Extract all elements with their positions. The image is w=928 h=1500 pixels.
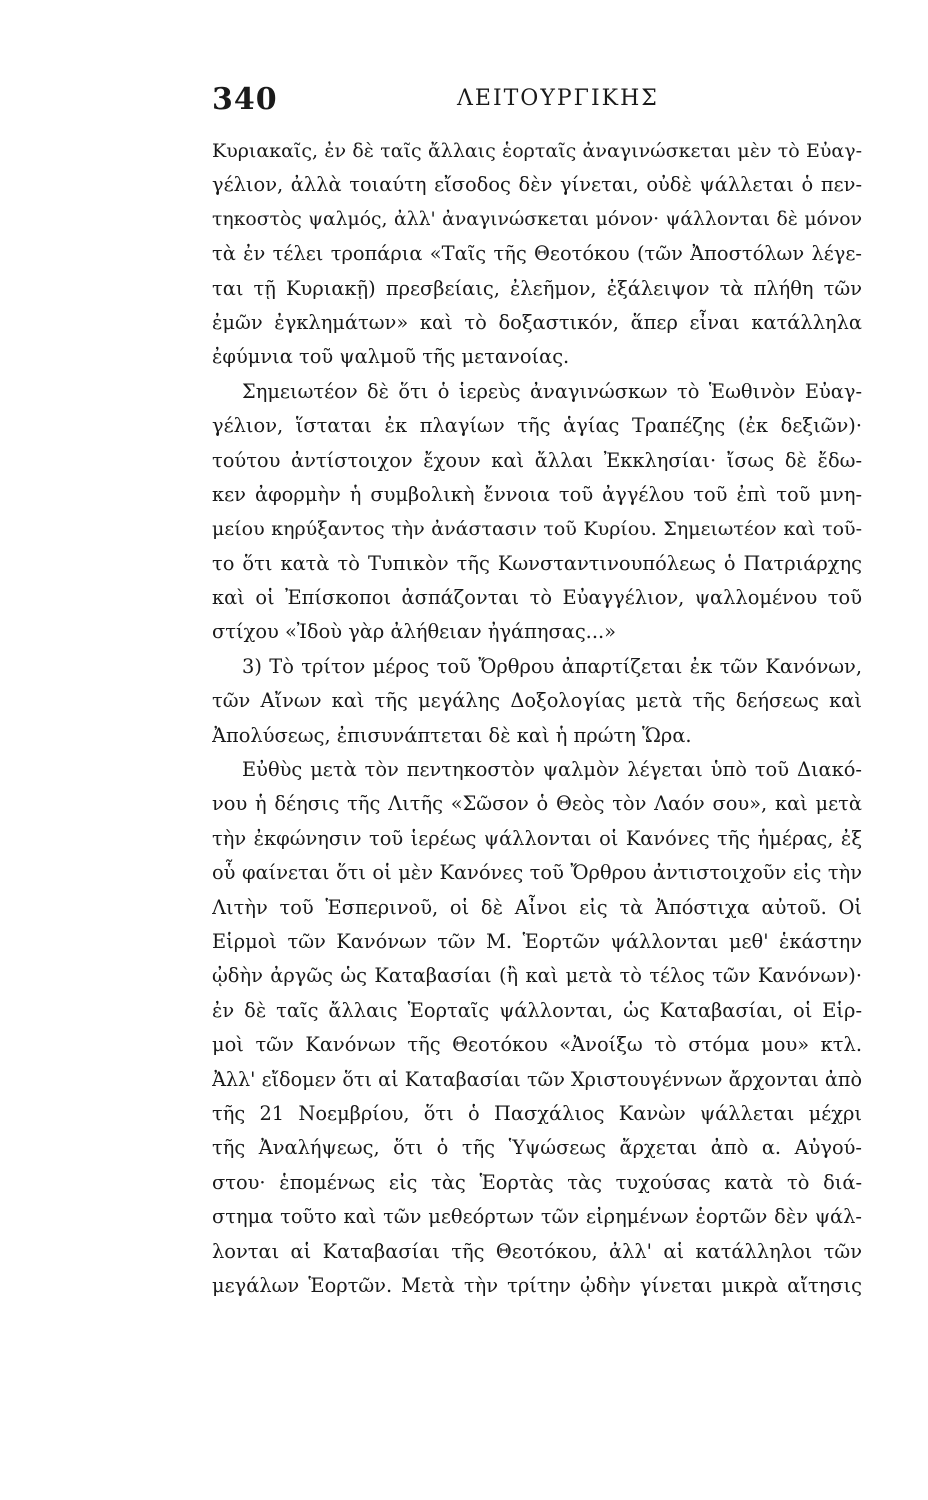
- text-line: στημα τοῦτο καὶ τῶν μεθεόρτων τῶν εἰρημένων ἑορτῶν δὲν ψάλ-: [212, 1205, 862, 1229]
- text-line: ᾠδὴν ἀργῶς ὡς Καταβασίαι (ἢ καὶ μετὰ τὸ τέλος τῶν Κανόνων)·: [212, 964, 862, 988]
- text-line: στίχου «Ἰδοὺ γὰρ ἀλήθειαν ἠγάπησας...»: [212, 620, 617, 644]
- text-line: μοὶ τῶν Κανόνων τῆς Θεοτόκου «Ἀνοίξω τὸ στόμα μου» κτλ.: [212, 1033, 862, 1057]
- text-line: ἐμῶν ἐγκλημάτων» καὶ τὸ δοξαστικόν, ἅπερ εἶναι κατάλληλα: [212, 310, 862, 334]
- text-line: ται τῇ Κυριακῇ) πρεσβείαις, ἐλεῆμον, ἐξάλειψον τὰ πλήθη τῶν: [212, 276, 862, 300]
- text-line: τηκοστὸς ψαλμός, ἀλλ' ἀναγινώσκεται μόνον· ψάλλονται δὲ μόνον: [212, 208, 862, 230]
- text-line: καὶ οἱ Ἐπίσκοποι ἀσπάζονται τὸ Εὐαγγέλιον, ψαλλομένου τοῦ: [212, 586, 862, 610]
- text-line: τὰ ἐν τέλει τροπάρια «Ταῖς τῆς Θεοτόκου (τῶν Ἀποστόλων λέγε-: [212, 242, 862, 266]
- text-line: 3) Τὸ τρίτον μέρος τοῦ Ὄρθρου ἀπαρτίζεται ἐκ τῶν Κανόνων,: [242, 654, 862, 678]
- text-line: τὴν ἐκφώνησιν τοῦ ἱερέως ψάλλονται οἱ Κανόνες τῆς ἡμέρας, ἐξ: [212, 826, 862, 850]
- text-line: ἐν δὲ ταῖς ἄλλαις Ἑορταῖς ψάλλονται, ὡς Καταβασίαι, οἱ Εἱρ-: [212, 998, 862, 1022]
- text-line: Εὐθὺς μετὰ τὸν πεντηκοστὸν ψαλμὸν λέγεται ὑπὸ τοῦ Διακό-: [242, 758, 862, 782]
- text-line: Ἀπολύσεως, ἐπισυνάπτεται δὲ καὶ ἡ πρώτη Ὥρα.: [212, 723, 692, 747]
- text-line: Εἱρμοὶ τῶν Κανόνων τῶν Μ. Ἑορτῶν ψάλλονται μεθ' ἑκάστην: [212, 929, 862, 953]
- text-line: τῆς Ἀναλήψεως, ὅτι ὁ τῆς Ὑψώσεως ἄρχεται ἀπὸ α. Αὐγού-: [212, 1136, 862, 1160]
- text-line: μεγάλων Ἑορτῶν. Μετὰ τὴν τρίτην ᾠδὴν γίνεται μικρὰ αἴτησις: [212, 1273, 862, 1297]
- text-line: τούτου ἀντίστοιχον ἔχουν καὶ ἄλλαι Ἐκκλησίαι· ἴσως δὲ ἔδω-: [212, 448, 862, 472]
- text-line: κεν ἀφορμὴν ἡ συμβολικὴ ἔννοια τοῦ ἀγγέλου τοῦ ἐπὶ τοῦ μνη-: [212, 482, 862, 506]
- text-line: ἐφύμνια τοῦ ψαλμοῦ τῆς μετανοίας.: [212, 345, 570, 369]
- text-line: Σημειωτέον δὲ ὅτι ὁ ἱερεὺς ἀναγινώσκων τὸ Ἑωθινὸν Εὐαγ-: [242, 379, 862, 403]
- text-line: γέλιον, ἵσταται ἐκ πλαγίων τῆς ἁγίας Τραπέζης (ἐκ δεξιῶν)·: [212, 414, 862, 438]
- text-line: Λιτὴν τοῦ Ἑσπερινοῦ, οἱ δὲ Αἶνοι εἰς τὰ Ἀπόστιχα αὐτοῦ. Οἱ: [212, 895, 862, 919]
- text-line: τῶν Αἴνων καὶ τῆς μεγάλης Δοξολογίας μετὰ τῆς δεήσεως καὶ: [212, 689, 862, 713]
- running-head: ΛΕΙΤΟΥΡΓΙΚΗΣ: [457, 86, 659, 111]
- text-line: λονται αἱ Καταβασίαι τῆς Θεοτόκου, ἀλλ' αἱ κατάλληλοι τῶν: [212, 1239, 862, 1263]
- text-line: νου ἡ δέησις τῆς Λιτῆς «Σῶσον ὁ Θεὸς τὸν Λαόν σου», καὶ μετὰ: [212, 792, 862, 816]
- page-header: [212, 82, 862, 122]
- body-text: [212, 134, 862, 1303]
- text-line: γέλιον, ἀλλὰ τοιαύτη εἴσοδος δὲν γίνεται, οὐδὲ ψάλλεται ὁ πεν-: [212, 173, 862, 197]
- text-line: Κυριακαῖς, ἐν δὲ ταῖς ἄλλαις ἑορταῖς ἀναγινώσκεται μὲν τὸ Εὐαγ-: [212, 140, 862, 162]
- page-number: 340: [212, 82, 278, 117]
- text-line: τῆς 21 Νοεμβρίου, ὅτι ὁ Πασχάλιος Κανὼν ψάλλεται μέχρι: [212, 1101, 862, 1125]
- text-line: στου· ἑπομένως εἰς τὰς Ἑορτὰς τὰς τυχούσας κατὰ τὸ διά-: [212, 1170, 862, 1194]
- text-line: μείου κηρύξαντος τὴν ἀνάστασιν τοῦ Κυρίου. Σημειωτέον καὶ τοῦ-: [212, 518, 862, 541]
- text-line: το ὅτι κατὰ τὸ Τυπικὸν τῆς Κωνσταντινουπόλεως ὁ Πατριάρχης: [212, 551, 862, 575]
- text-line: Ἀλλ' εἴδομεν ὅτι αἱ Καταβασίαι τῶν Χριστουγέννων ἄρχονται ἀπὸ: [212, 1067, 862, 1091]
- text-line: οὗ φαίνεται ὅτι οἱ μὲν Κανόνες τοῦ Ὄρθρου ἀντιστοιχοῦν εἰς τὴν: [212, 861, 862, 885]
